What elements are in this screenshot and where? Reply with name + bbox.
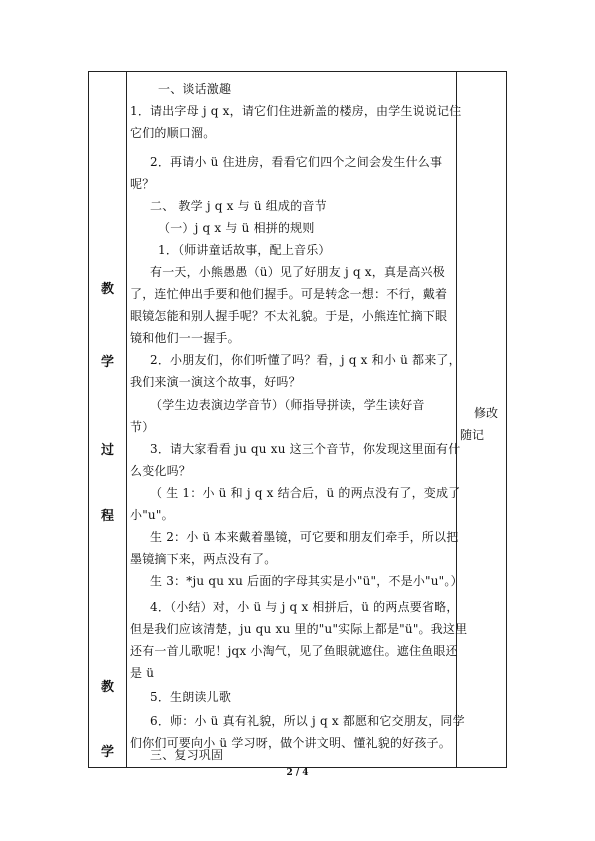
section-char: 程 — [100, 509, 114, 524]
text-line: 但是我们应该清楚，ju qu xu 里的"u"实际上都是"ü"。我这里 — [130, 622, 468, 636]
notes-label-line: 修改 — [474, 406, 499, 420]
revision-notes-label — [460, 402, 504, 446]
notes-label-line: 随记 — [460, 428, 485, 442]
heading-line: （一）j q x 与 ü 相拼的规则 — [158, 221, 315, 235]
text-line: 5．生朗读儿歌 — [150, 690, 232, 704]
lesson-table — [88, 71, 507, 768]
text-line: 4．（小结）对，小 ü 与 j q x 相拼后，ü 的两点要省略， — [150, 600, 459, 614]
notes-column — [457, 72, 508, 767]
text-line: 了，连忙伸出手要和他们握手。可是转念一想：不行，戴着 — [130, 287, 448, 301]
text-line: 2．再请小 ü 住进房，看看它们四个之间会发生什么事 — [150, 155, 443, 169]
page-number: 2 / 4 — [286, 768, 309, 778]
heading-line: 三、复习巩固 — [150, 748, 224, 762]
text-line: 有一天，小熊愚愚（ü）见了好朋友 j q x，真是高兴极 — [150, 265, 445, 279]
text-line: 镜和他们一一握手。 — [130, 331, 240, 345]
section-char: 过 — [100, 443, 114, 458]
section-char: 教 — [100, 282, 114, 297]
text-line: 呢？ — [130, 177, 155, 191]
heading-line: 一、谈话激趣 — [158, 82, 232, 96]
text-line: 还有一首儿歌呢！jqx 小淘气，见了鱼眼就遮住。遮住鱼眼还 — [130, 644, 458, 658]
text-line: 6．师：小 ü 真有礼貌，所以 j q x 都愿和它交朋友，同学 — [150, 714, 465, 728]
text-line: 1．请出字母 j q x，请它们住进新盖的楼房，由学生说说记住 — [130, 104, 462, 118]
section-label-column — [89, 72, 126, 767]
text-line: 么变化吗？ — [130, 464, 192, 478]
heading-line: 二、 教学 j q x 与 ü 组成的音节 — [150, 199, 327, 213]
text-line: 1．（师讲童话故事，配上音乐） — [158, 243, 331, 257]
section-char: 学 — [100, 745, 114, 760]
text-line: 生 3：*ju qu xu 后面的字母其实是小"ü"，不是小"u"。） — [150, 574, 463, 588]
text-line: 们你们可要向小 ü 学习呀，做个讲文明、懂礼貌的好孩子。 — [130, 736, 451, 750]
section-char: 教 — [100, 680, 114, 695]
section-char: 学 — [100, 355, 114, 370]
text-line: （学生边表演边学音节）（师指导拼读，学生读好音 — [150, 398, 425, 412]
text-line: （ 生 1：小 ü 和 j q x 结合后，ü 的两点没有了，变成了 — [150, 486, 461, 500]
lesson-content — [126, 72, 468, 767]
text-line: 是 ü — [130, 666, 155, 680]
text-line: 2．小朋友们，你们听懂了吗？看，j q x 和小 ü 都来了， — [150, 353, 461, 367]
text-line: 我们来演一演这个故事，好吗？ — [130, 375, 301, 389]
text-line: 生 2：小 ü 本来戴着墨镜，可它要和朋友们牵手，所以把 — [150, 530, 459, 544]
text-line: 3．请大家看看 ju qu xu 这三个音节，你发现这里面有什 — [150, 442, 461, 456]
text-line: 小"u"。 — [130, 508, 174, 522]
text-line: 眼镜怎能和别人握手呢？不太礼貌。于是，小熊连忙摘下眼 — [130, 309, 448, 323]
text-line: 墨镜摘下来，两点没有了。 — [130, 552, 277, 566]
text-line: 节） — [130, 420, 155, 434]
text-line: 它们的顺口溜。 — [130, 126, 216, 140]
